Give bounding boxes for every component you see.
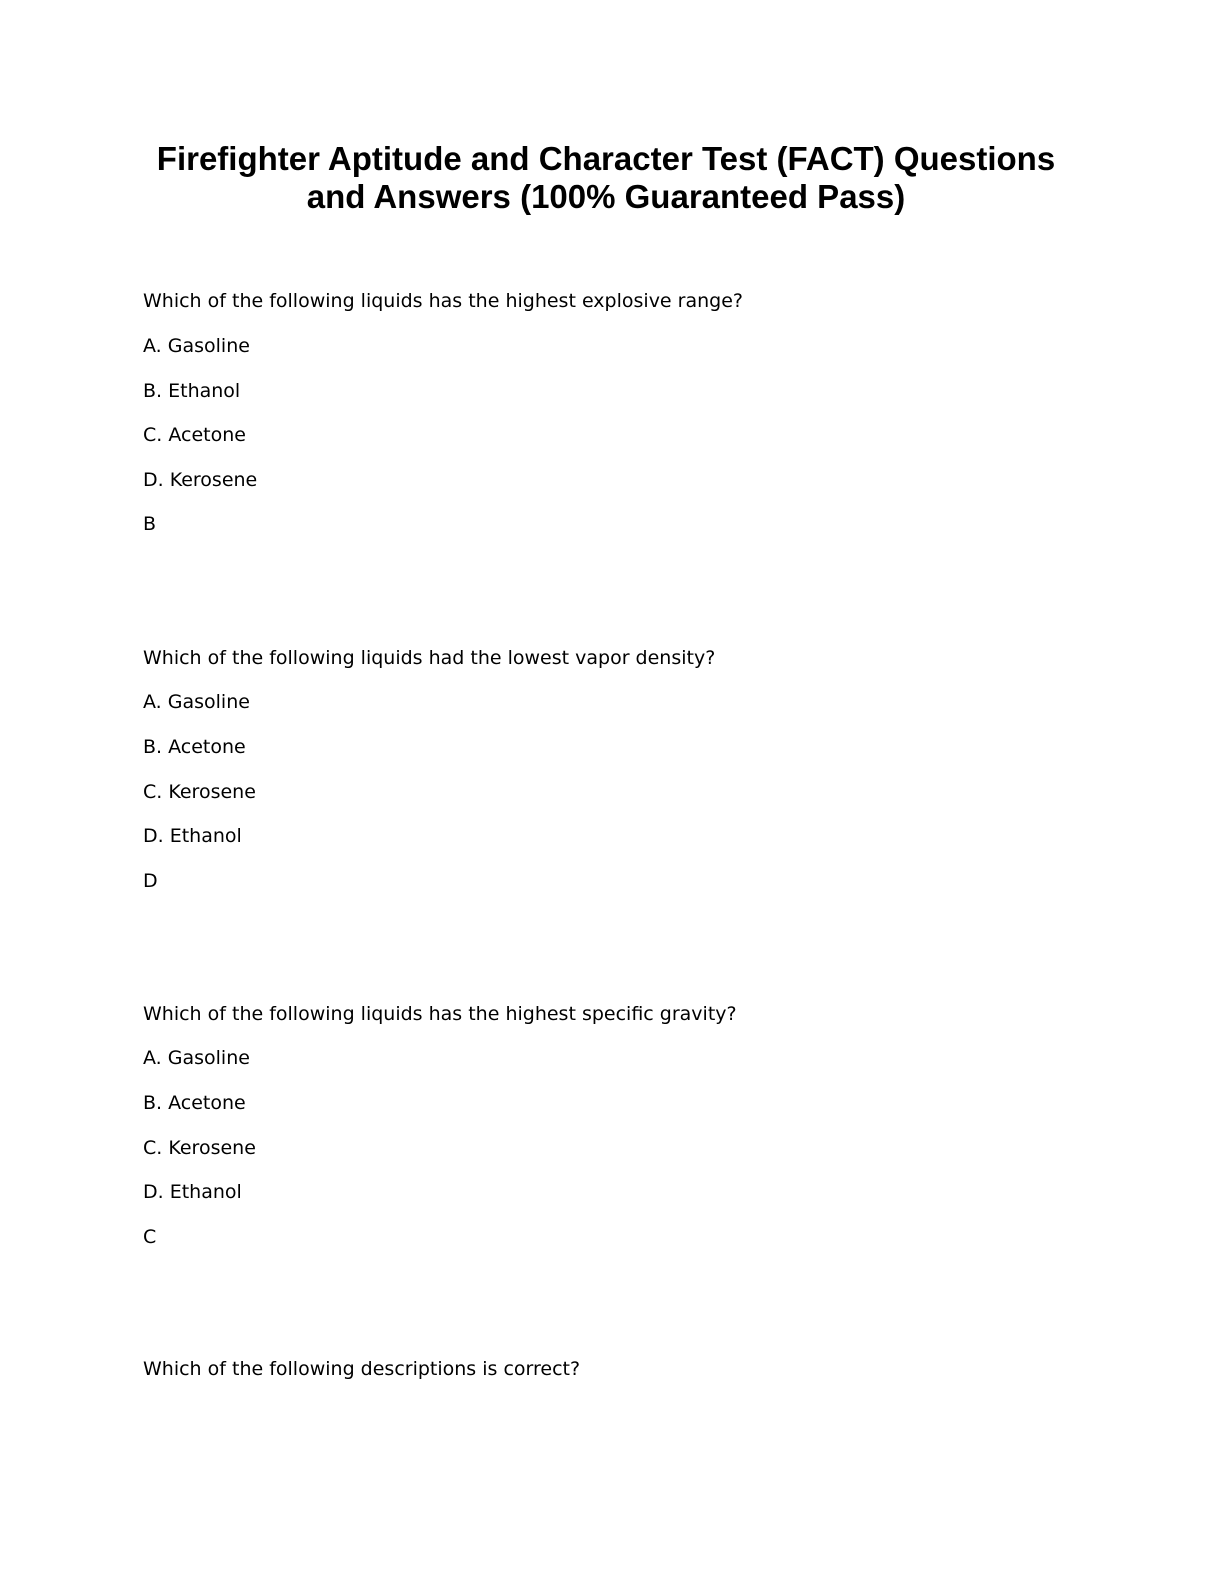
question-3-option-d: D. Ethanol [143, 1181, 242, 1203]
document-title-line-2: and Answers (100% Guaranteed Pass) [306, 178, 906, 215]
question-1-option-b: B. Ethanol [143, 380, 241, 402]
question-4-text: Which of the following descriptions is correct? [143, 1358, 581, 1380]
document-title [100, 140, 1112, 216]
question-1-text: Which of the following liquids has the highest explosive range? [143, 290, 743, 312]
question-3-option-b: B. Acetone [143, 1092, 246, 1114]
question-1-option-d: D. Kerosene [143, 469, 258, 491]
question-1-option-c: C. Acetone [143, 424, 246, 446]
question-3-text: Which of the following liquids has the highest specific gravity? [143, 1003, 737, 1025]
question-1-answer: B [143, 513, 157, 535]
question-2-option-b: B. Acetone [143, 736, 246, 758]
question-2-text: Which of the following liquids had the lowest vapor density? [143, 647, 716, 669]
question-3-answer: C [143, 1226, 157, 1248]
question-2-option-d: D. Ethanol [143, 825, 242, 847]
question-3-option-a: A. Gasoline [143, 1047, 250, 1069]
question-2-option-a: A. Gasoline [143, 691, 250, 713]
question-3-option-c: C. Kerosene [143, 1137, 256, 1159]
question-2-answer: D [143, 870, 158, 892]
document-title-line-1: Firefighter Aptitude and Character Test (FACT) Questions [156, 140, 1056, 177]
question-1-option-a: A. Gasoline [143, 335, 250, 357]
question-2-option-c: C. Kerosene [143, 781, 256, 803]
